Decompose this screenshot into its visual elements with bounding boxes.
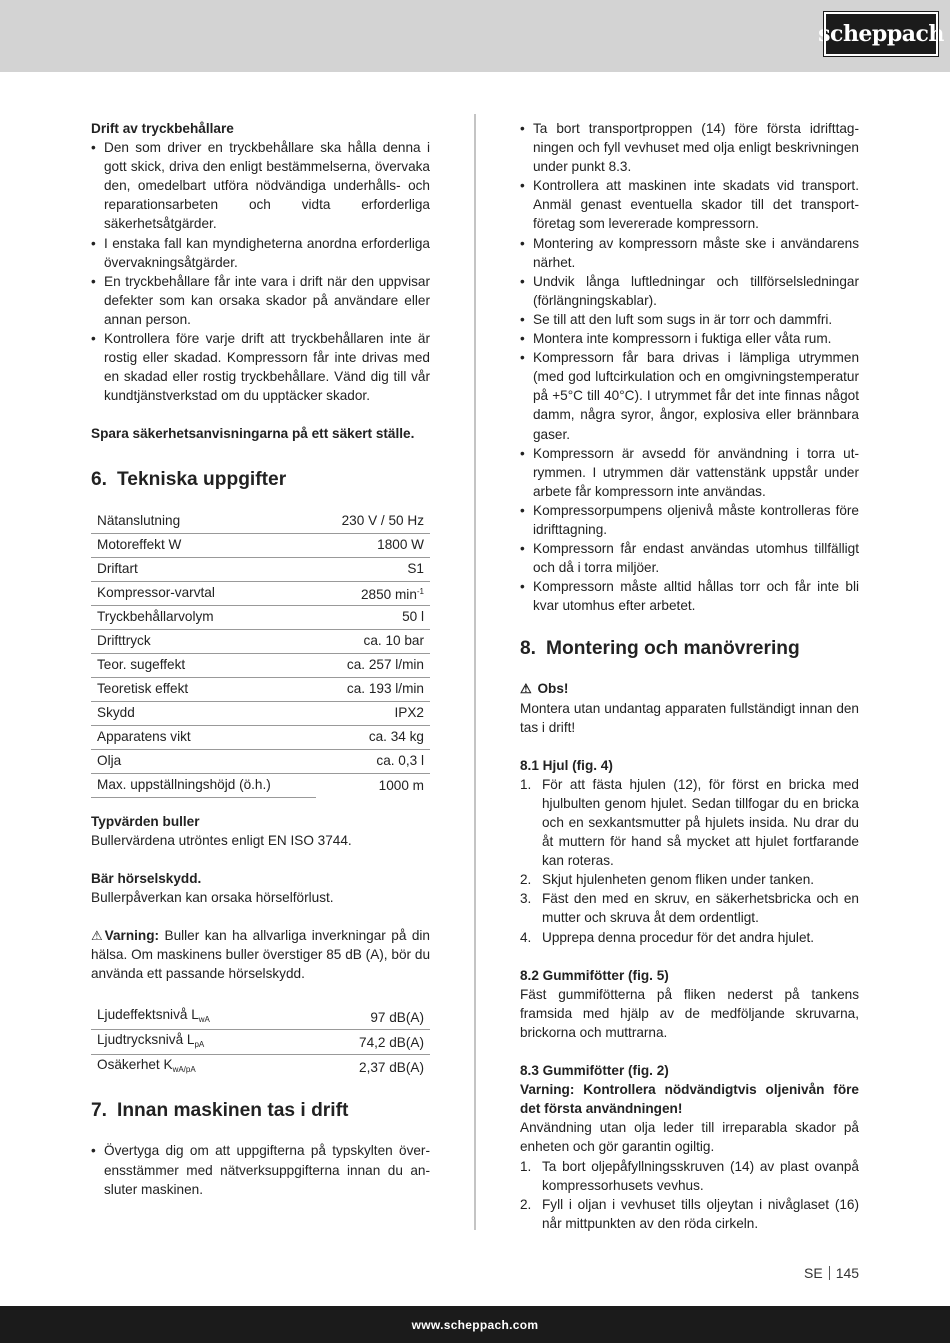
noise-table [91,1005,430,1079]
table-row [91,533,430,557]
table-cell-value: 97 dB(A) [301,1005,430,1030]
table-cell-key: Apparatens vikt [91,725,316,749]
table-row [91,725,430,749]
subsection-heading-rubber-feet-5: 8.2 Gummifötter (fig. 5) [520,967,669,983]
table-row [91,749,430,773]
list-item: • Montering av kompressorn måste ske i användarens närhet. [520,234,859,272]
section-title-assembly [520,637,859,661]
oil-steps [520,1157,859,1233]
table-row [91,677,430,701]
subsection-heading-rubber-feet-2: 8.3 Gummifötter (fig. 2) [520,1063,669,1079]
table-row [91,605,430,629]
key-subscript: pA [194,1040,205,1050]
table-cell-value: S1 [316,557,430,581]
table-cell-value: ca. 34 kg [316,725,430,749]
section-title-text: Montering och manövrering [546,638,800,660]
list-item: • Den som driver en tryckbehållare ska hålla denna i gott skick, driva den enligt bestämmelserna, övervaka den, omedelbart utföra nödvändiga underhålls- och reparationsarbeten och vidta erforderliga säkerhetsåtgärder. [91,138,430,233]
list-item: • Se till att den luft som sugs in är torr och dammfri. [520,310,859,329]
list-item: • Kontrollera före varje drift att tryckbehållaren inte är rostig eller skadad. Kompressorn får inte drivas med en skadad eller rostig tryckbehållare. Vänd dig till vår kundtjänstverkstad om du upptäcker skador. [91,329,430,405]
table-cell-key: Drifttryck [91,629,316,653]
table-cell-value: IPX2 [316,701,430,725]
section-number: 7. [91,1100,108,1122]
table-cell-value: 2,37 dB(A) [359,1059,424,1075]
list-item: • Kompressorn får endast användas utomhus tillfälligt och då i torra miljöer. [520,539,859,577]
table-row [91,629,430,653]
list-item: • Ta bort transportproppen (14) före första idrifttagningen och fyll vevhuset med olja enligt beskrivningen under punkt 8.3. [520,119,859,176]
step-item: 2. Skjut hjulenheten genom fliken under tanken. [520,872,815,888]
header-bar [0,0,950,72]
hearing-text: Bullerpåverkan kan orsaka hörselförlust. [91,889,334,905]
page-number-value: 145 [835,1265,860,1281]
table-row [91,1030,430,1055]
value-text: 2850 min [360,586,417,602]
table-cell-value: 74,2 dB(A) [301,1030,430,1055]
step-item: 2. Fyll i oljan i vevhuset tills oljeytan i nivåglaset (16) når mittpunkten av den röda cirkeln. [520,1196,859,1231]
page-number [804,1265,859,1281]
table-row [91,701,430,725]
list-item: • Undvik långa luftledningar och tillförselsledningar (förlängningskablar). [520,272,859,310]
table-cell-key: Max. uppställningshöjd (ö.h.) [91,773,316,797]
footer-bar [0,1306,950,1343]
obs-text: Montera utan undantag apparaten fullständigt innan den tas i drift! [520,700,859,735]
installation-list [520,119,859,615]
table-row [91,510,430,534]
key-subscript: wA/pA [172,1065,196,1075]
step-text: För att fästa hjulen (12), för först en bricka med hjulbulten genom hjulet. Sedan tillfogar du en bricka och en sexkantsmutter på hjulets insida. Nu drar du åt muttern för hand så mycket att hjulet fortfarande kan roteras. [542,776,859,869]
table-cell-key [91,1055,301,1080]
table-cell-value: ca. 193 l/min [316,677,430,701]
step-item: 1. För att fästa hjulen (12), för först en bricka med hjulbulten genom hjulet. Sedan tillfogar du en bricka och en sexkantsmutter på hjulets insida. Nu drar du åt muttern för hand så mycket att hjulet fortfarande kan roteras. [520,776,859,869]
step-text: Skjut hjulenheten genom fliken under tanken. [542,872,815,888]
oil-warning: Varning: Kontrollera nödvändigtvis oljenivån före det första användningen! [520,1082,859,1117]
list-item: • Kompressorn är avsedd för användning i torra utrymmen. I utrymmen där vattenstänk uppstår under arbete får kompressorn inte användas. [520,444,859,501]
warning-label: Varning: [104,927,160,943]
list-item: • Kontrollera att maskinen inte skadats vid transport. Anmäl genast eventuella skador till det transportföretag som levererade kompressorn. [520,176,859,233]
obs-label: Obs! [537,681,569,697]
table-cell-key: Motoreffekt W [91,533,316,557]
table-cell-key: Skydd [91,701,316,725]
rubber-feet-text: Fäst gummifötterna på fliken nederst på tankens framsida med hjälp av de medföljande skruvarna, brickorna och muttrarna. [520,986,859,1040]
warning-triangle-icon: ⚠ [520,681,532,697]
table-cell-value: ca. 10 bar [316,629,430,653]
table-cell-value: 1800 W [316,533,430,557]
subsection-heading-wheels: 8.1 Hjul (fig. 4) [520,757,613,773]
table-row [91,773,430,797]
step-text: Ta bort oljepåfyllningsskruven (14) av plast ovanpå kompressorhusets vevhus. [542,1158,859,1193]
table-cell-value: 50 l [316,605,430,629]
footer-url-link[interactable]: www.scheppach.com [411,1317,539,1332]
table-cell-value [316,581,430,605]
wheels-steps [520,775,859,947]
list-item: • Montera inte kompressorn i fuktiga eller våta rum. [520,329,859,348]
page-lang: SE [804,1265,823,1281]
step-text: Fäst den med en skruv, en säkerhetsbricka och en mutter och skruva åt dem ordentligt. [542,891,859,926]
step-item: 1. Ta bort oljepåfyllningsskruven (14) av plast ovanpå kompressorhusets vevhus. [520,1158,859,1193]
column-divider [474,114,476,1230]
brand-logo[interactable] [818,12,944,56]
list-item: • Kompressorpumpens oljenivå måste kontrolleras före idrifttagning. [520,501,859,539]
table-row [91,1055,430,1080]
section-title-technical-data [91,468,430,492]
page-number-separator [829,1266,830,1280]
step-text: Upprepa denna procedur för det andra hjulet. [542,929,815,945]
table-row [91,557,430,581]
table-cell-value: 1000 m [378,777,424,793]
table-cell-key: Driftart [91,557,316,581]
obs-heading [520,679,859,698]
list-item: • En tryckbehållare får inte vara i drift när den uppvisar defekter som kan orsaka skador på användare eller annan person. [91,272,430,329]
warning-triangle-icon: ⚠ [91,927,103,943]
value-exponent: -1 [416,586,424,596]
table-cell-key: Tryckbehållarvolym [91,605,316,629]
step-text: Fyll i oljan i vevhuset tills oljeytan i nivåglaset (16) når mittpunkten av den röda cirkeln. [542,1196,859,1231]
noise-text: Bullervärdena utröntes enligt EN ISO 3744. [91,832,352,848]
table-row [91,653,430,677]
warning-text: Buller kan ha allvarliga inverkningar på din hälsa. Om maskinens buller överstiger 85 dB (A), bör du använda ett passande hörselskydd. [91,927,430,982]
hearing-heading: Bär hörselskydd. [91,870,202,886]
section-title-before-use [91,1099,430,1123]
section-number: 8. [520,638,537,660]
list-item: • Kompressorn får bara drivas i lämpliga utrymmen (med god luftcirkulation och en omgivningstemperatur på +5°C till 40°C). I utrymmet får det inte finnas något damm, några syror, ångor, explosiva eller brännbara gaser. [520,348,859,443]
section-title-text: Innan maskinen tas i drift [117,1100,349,1122]
noise-warning [91,926,430,983]
noise-heading: Typvärden buller [91,813,200,829]
list-item: • I enstaka fall kan myndigheterna anordna erforderliga övervakningsåtgärder. [91,234,430,272]
section-heading-pressure-vessel: Drift av tryckbehållare [91,121,234,136]
table-row [91,581,430,605]
table-cell-key [91,1030,301,1055]
table-cell-key: Teoretisk effekt [91,677,316,701]
oil-text: Användning utan olja leder till irreparabla skador på enheten och gör garantin ogiltig. [520,1120,859,1155]
key-text: Ljudtrycksnivå L [97,1032,195,1048]
safety-note: Spara säkerhetsanvisningarna på ett säkert ställe. [91,426,415,442]
key-text: Osäkerhet K [97,1057,173,1073]
table-cell-key: Kompressor-varvtal [91,581,316,605]
right-column [520,119,859,1233]
left-column [91,119,430,1199]
key-text: Ljudeffektsnivå L [97,1007,199,1023]
table-cell-value: 230 V / 50 Hz [316,510,430,534]
pressure-vessel-list [91,138,430,405]
table-row [91,1005,430,1030]
before-use-list [91,1141,430,1198]
table-cell-key: Nätanslutning [91,510,316,534]
key-subscript: wA [198,1015,210,1025]
list-item: • Kompressorn måste alltid hållas torr och får inte bli kvar utomhus efter arbetet. [520,577,859,615]
list-item: • Övertyga dig om att uppgifterna på typskylten överensstämmer med nätverksuppgifterna innan du ansluter maskinen. [91,1141,430,1198]
table-cell-key: Olja [91,749,316,773]
table-cell-value: ca. 257 l/min [316,653,430,677]
table-cell-key: Teor. sugeffekt [91,653,316,677]
table-cell-value: ca. 0,3 l [316,749,430,773]
section-number: 6. [91,468,108,490]
brand-name: scheppach [818,21,944,47]
step-item: 4. Upprepa denna procedur för det andra hjulet. [520,929,815,945]
table-cell-key [91,1005,301,1030]
section-title-text: Tekniska uppgifter [117,468,287,490]
step-item: 3. Fäst den med en skruv, en säkerhetsbricka och en mutter och skruva åt dem ordentligt. [520,891,859,926]
technical-data-table [91,510,430,798]
